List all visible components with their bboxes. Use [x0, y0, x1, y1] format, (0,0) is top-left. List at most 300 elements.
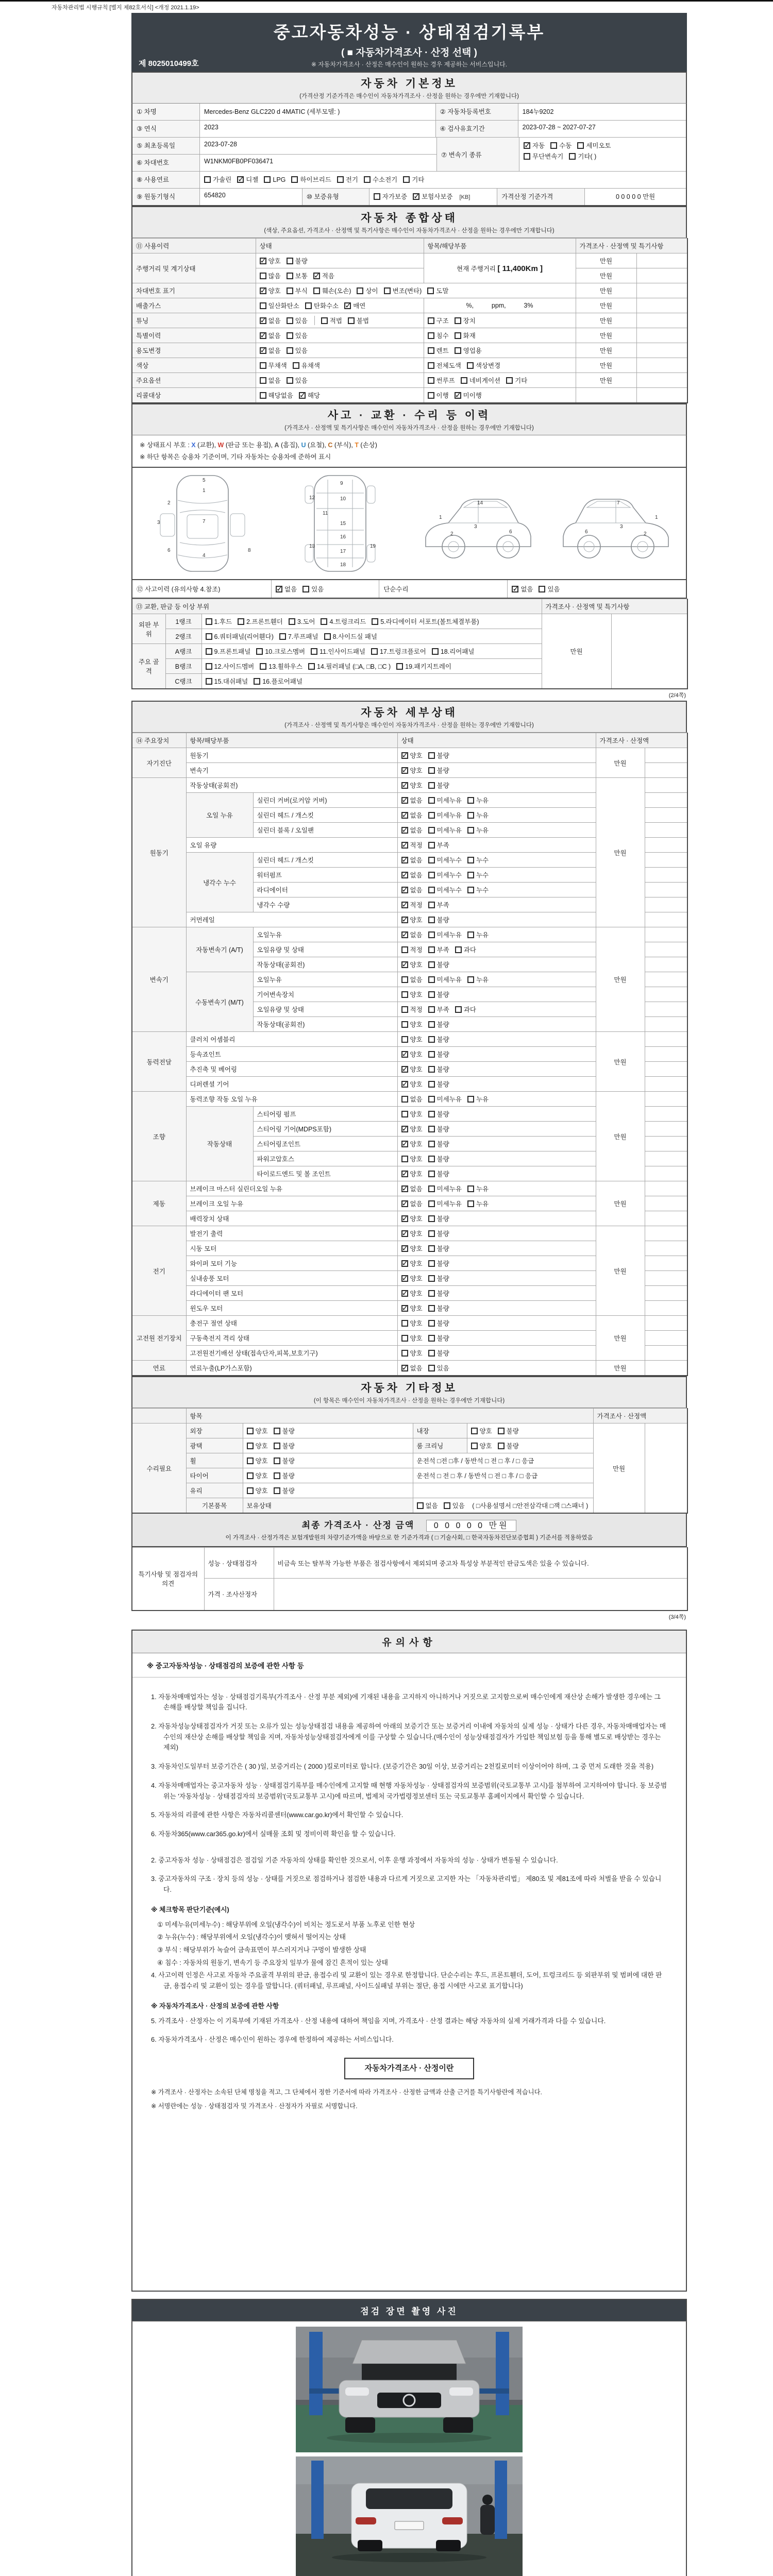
- option-2.프론트휀더[interactable]: [238, 617, 283, 626]
- checkbox-checked-icon[interactable]: [455, 392, 461, 399]
- option-무단변속기[interactable]: [524, 151, 563, 161]
- checkbox-unchecked-icon[interactable]: [247, 1428, 254, 1434]
- option-16.플로어패널[interactable]: [254, 676, 303, 686]
- checkbox-unchecked-icon[interactable]: [539, 586, 545, 592]
- option-없음[interactable]: [512, 584, 533, 594]
- checkbox-unchecked-icon[interactable]: [401, 991, 408, 998]
- checkbox-unchecked-icon[interactable]: [313, 287, 320, 294]
- checkbox-unchecked-icon[interactable]: [428, 812, 435, 819]
- option-양호[interactable]: [401, 1214, 423, 1223]
- option-불량[interactable]: [428, 781, 449, 790]
- option-상이[interactable]: [357, 286, 378, 295]
- option-있음[interactable]: [303, 584, 324, 594]
- option-영업용[interactable]: [455, 346, 482, 355]
- checkbox-checked-icon[interactable]: [401, 827, 408, 834]
- checkbox-unchecked-icon[interactable]: [206, 663, 212, 670]
- option-불량[interactable]: [274, 1486, 295, 1495]
- checkbox-unchecked-icon[interactable]: [428, 797, 435, 804]
- option-훼손(오손)[interactable]: [313, 286, 351, 295]
- option-양호[interactable]: [401, 1259, 423, 1268]
- checkbox-checked-icon[interactable]: [401, 842, 408, 849]
- option-불량[interactable]: [428, 1244, 449, 1253]
- checkbox-unchecked-icon[interactable]: [428, 1200, 435, 1207]
- option-있음[interactable]: [287, 376, 308, 385]
- option-없음[interactable]: [260, 346, 281, 355]
- checkbox-unchecked-icon[interactable]: [247, 1443, 254, 1449]
- option-양호[interactable]: [401, 915, 423, 924]
- option-7.루프패널[interactable]: [279, 632, 318, 641]
- option-침수[interactable]: [428, 331, 449, 340]
- checkbox-checked-icon[interactable]: [401, 1185, 408, 1192]
- checkbox-unchecked-icon[interactable]: [467, 976, 474, 983]
- option-양호[interactable]: [401, 1154, 423, 1163]
- checkbox-unchecked-icon[interactable]: [467, 931, 474, 938]
- checkbox-unchecked-icon[interactable]: [274, 1487, 280, 1494]
- checkbox-checked-icon[interactable]: [260, 332, 266, 339]
- checkbox-unchecked-icon[interactable]: [428, 1171, 435, 1177]
- option-양호[interactable]: [247, 1456, 268, 1465]
- option-18.리어패널[interactable]: [432, 647, 475, 656]
- option-누유[interactable]: [467, 1094, 489, 1104]
- checkbox-unchecked-icon[interactable]: [305, 302, 312, 309]
- checkbox-unchecked-icon[interactable]: [428, 1081, 435, 1088]
- option-썬루프[interactable]: [428, 376, 455, 385]
- option-있음[interactable]: [287, 316, 308, 325]
- checkbox-unchecked-icon[interactable]: [428, 1141, 435, 1147]
- option-적정[interactable]: [401, 840, 423, 850]
- option-미세누유[interactable]: [428, 1184, 462, 1193]
- checkbox-unchecked-icon[interactable]: [467, 1096, 474, 1103]
- option-있음[interactable]: [428, 1363, 449, 1372]
- option-미세누유[interactable]: [428, 1199, 462, 1208]
- checkbox-checked-icon[interactable]: [344, 302, 351, 309]
- option-부족[interactable]: [428, 840, 449, 850]
- option-없음[interactable]: [401, 1094, 423, 1104]
- option-불량[interactable]: [428, 1035, 449, 1044]
- option-미이행[interactable]: [455, 391, 482, 400]
- checkbox-unchecked-icon[interactable]: [444, 1502, 450, 1509]
- option-불량[interactable]: [274, 1456, 295, 1465]
- checkbox-checked-icon[interactable]: [401, 1066, 408, 1073]
- checkbox-unchecked-icon[interactable]: [401, 1156, 408, 1162]
- checkbox-checked-icon[interactable]: [401, 887, 408, 893]
- checkbox-unchecked-icon[interactable]: [428, 752, 435, 759]
- checkbox-unchecked-icon[interactable]: [577, 142, 584, 149]
- option-5.라디에이터 서포트(볼트체결부품)[interactable]: [372, 617, 479, 626]
- checkbox-unchecked-icon[interactable]: [260, 663, 266, 670]
- checkbox-unchecked-icon[interactable]: [428, 976, 435, 983]
- option-불량[interactable]: [428, 1318, 449, 1328]
- option-없음[interactable]: [260, 331, 281, 340]
- checkbox-checked-icon[interactable]: [401, 961, 408, 968]
- checkbox-unchecked-icon[interactable]: [396, 663, 403, 670]
- option-적정[interactable]: [401, 945, 423, 954]
- checkbox-unchecked-icon[interactable]: [401, 976, 408, 983]
- checkbox-unchecked-icon[interactable]: [467, 1185, 474, 1192]
- checkbox-unchecked-icon[interactable]: [254, 678, 260, 685]
- option-양호[interactable]: [401, 1333, 423, 1343]
- checkbox-unchecked-icon[interactable]: [428, 1051, 435, 1058]
- option-양호[interactable]: [401, 1035, 423, 1044]
- option-19.패키지트레이[interactable]: [396, 662, 451, 671]
- checkbox-unchecked-icon[interactable]: [428, 827, 435, 834]
- checkbox-unchecked-icon[interactable]: [428, 1096, 435, 1103]
- checkbox-unchecked-icon[interactable]: [428, 887, 435, 893]
- option-미세누유[interactable]: [428, 930, 462, 939]
- checkbox-checked-icon[interactable]: [401, 1051, 408, 1058]
- option-불량[interactable]: [428, 1289, 449, 1298]
- option-없음[interactable]: [401, 825, 423, 835]
- option-양호[interactable]: [401, 1274, 423, 1283]
- option-1.후드[interactable]: [206, 617, 232, 626]
- option-기타[interactable]: [403, 175, 424, 184]
- option-3.도어[interactable]: [289, 617, 315, 626]
- checkbox-checked-icon[interactable]: [524, 142, 530, 149]
- checkbox-unchecked-icon[interactable]: [311, 648, 317, 655]
- option-없음[interactable]: [417, 1501, 438, 1510]
- option-불량[interactable]: [498, 1426, 519, 1435]
- option-있음[interactable]: [539, 584, 560, 594]
- checkbox-unchecked-icon[interactable]: [428, 1066, 435, 1073]
- checkbox-unchecked-icon[interactable]: [321, 618, 327, 625]
- option-불량[interactable]: [428, 1274, 449, 1283]
- checkbox-unchecked-icon[interactable]: [274, 1472, 280, 1479]
- checkbox-unchecked-icon[interactable]: [428, 991, 435, 998]
- checkbox-unchecked-icon[interactable]: [428, 1335, 435, 1342]
- checkbox-unchecked-icon[interactable]: [455, 347, 461, 354]
- checkbox-checked-icon[interactable]: [401, 797, 408, 804]
- option-없음[interactable]: [260, 376, 281, 385]
- option-없음[interactable]: [401, 1184, 423, 1193]
- checkbox-unchecked-icon[interactable]: [357, 287, 363, 294]
- checkbox-checked-icon[interactable]: [401, 1260, 408, 1267]
- option-적정[interactable]: [401, 1005, 423, 1014]
- checkbox-checked-icon[interactable]: [401, 1215, 408, 1222]
- checkbox-unchecked-icon[interactable]: [247, 1487, 254, 1494]
- checkbox-unchecked-icon[interactable]: [289, 618, 295, 625]
- option-양호[interactable]: [247, 1471, 268, 1480]
- option-누유[interactable]: [467, 1199, 489, 1208]
- option-부족[interactable]: [428, 900, 449, 909]
- checkbox-unchecked-icon[interactable]: [428, 782, 435, 789]
- option-불량[interactable]: [428, 766, 449, 775]
- option-없음[interactable]: [401, 1363, 423, 1372]
- option-양호[interactable]: [401, 1289, 423, 1298]
- checkbox-unchecked-icon[interactable]: [303, 586, 309, 592]
- option-양호[interactable]: [401, 751, 423, 760]
- checkbox-checked-icon[interactable]: [401, 812, 408, 819]
- checkbox-unchecked-icon[interactable]: [401, 1111, 408, 1117]
- checkbox-unchecked-icon[interactable]: [455, 946, 462, 953]
- option-적정[interactable]: [401, 900, 423, 909]
- checkbox-unchecked-icon[interactable]: [401, 946, 408, 953]
- option-도말[interactable]: [427, 286, 448, 295]
- checkbox-unchecked-icon[interactable]: [471, 1428, 478, 1434]
- checkbox-checked-icon[interactable]: [401, 1200, 408, 1207]
- checkbox-unchecked-icon[interactable]: [260, 273, 266, 279]
- checkbox-unchecked-icon[interactable]: [428, 946, 435, 953]
- checkbox-unchecked-icon[interactable]: [324, 633, 331, 640]
- checkbox-checked-icon[interactable]: [401, 1245, 408, 1252]
- option-있음[interactable]: [287, 346, 308, 355]
- checkbox-unchecked-icon[interactable]: [206, 633, 212, 640]
- option-불량[interactable]: [428, 960, 449, 969]
- option-있음[interactable]: [287, 331, 308, 340]
- option-양호[interactable]: [471, 1441, 492, 1450]
- option-해당[interactable]: [299, 391, 320, 400]
- checkbox-unchecked-icon[interactable]: [428, 917, 435, 923]
- option-13.휠하우스[interactable]: [260, 662, 303, 671]
- checkbox-checked-icon[interactable]: [401, 931, 408, 938]
- checkbox-unchecked-icon[interactable]: [337, 176, 344, 183]
- checkbox-unchecked-icon[interactable]: [428, 857, 435, 863]
- checkbox-unchecked-icon[interactable]: [384, 287, 391, 294]
- option-14.필러패널 (□A, □B, □C )[interactable]: [308, 662, 391, 671]
- option-누유[interactable]: [467, 825, 489, 835]
- checkbox-unchecked-icon[interactable]: [401, 1006, 408, 1013]
- option-양호[interactable]: [401, 1348, 423, 1358]
- option-17.트렁크플로어[interactable]: [371, 647, 426, 656]
- option-불량[interactable]: [498, 1441, 519, 1450]
- checkbox-unchecked-icon[interactable]: [428, 1156, 435, 1162]
- checkbox-unchecked-icon[interactable]: [401, 1021, 408, 1028]
- option-불량[interactable]: [428, 1259, 449, 1268]
- option-부족[interactable]: [428, 1005, 449, 1014]
- option-세미오토[interactable]: [577, 141, 611, 150]
- option-전기[interactable]: [337, 175, 358, 184]
- checkbox-unchecked-icon[interactable]: [569, 153, 576, 160]
- option-누유[interactable]: [467, 975, 489, 984]
- option-불량[interactable]: [428, 1049, 449, 1059]
- option-양호[interactable]: [401, 1229, 423, 1238]
- checkbox-checked-icon[interactable]: [401, 1305, 408, 1312]
- checkbox-checked-icon[interactable]: [401, 782, 408, 789]
- option-양호[interactable]: [401, 1244, 423, 1253]
- checkbox-unchecked-icon[interactable]: [372, 618, 378, 625]
- checkbox-unchecked-icon[interactable]: [467, 827, 474, 834]
- option-양호[interactable]: [260, 256, 281, 265]
- checkbox-unchecked-icon[interactable]: [455, 1006, 462, 1013]
- option-양호[interactable]: [401, 1318, 423, 1328]
- option-없음[interactable]: [401, 1199, 423, 1208]
- option-양호[interactable]: [401, 1064, 423, 1074]
- option-불량[interactable]: [428, 1333, 449, 1343]
- option-양호[interactable]: [401, 1079, 423, 1089]
- option-자동[interactable]: [524, 141, 545, 150]
- checkbox-unchecked-icon[interactable]: [260, 377, 266, 384]
- checkbox-unchecked-icon[interactable]: [401, 1036, 408, 1043]
- option-8.사이드실 패널[interactable]: [324, 632, 377, 641]
- checkbox-unchecked-icon[interactable]: [264, 176, 271, 183]
- option-불량[interactable]: [274, 1441, 295, 1450]
- checkbox-checked-icon[interactable]: [260, 258, 266, 264]
- option-6.쿼터패널(리어휀다)[interactable]: [206, 632, 274, 641]
- option-양호[interactable]: [260, 286, 281, 295]
- checkbox-unchecked-icon[interactable]: [287, 287, 293, 294]
- checkbox-unchecked-icon[interactable]: [428, 392, 434, 399]
- option-누수[interactable]: [467, 870, 489, 879]
- checkbox-unchecked-icon[interactable]: [260, 392, 266, 399]
- checkbox-unchecked-icon[interactable]: [417, 1502, 424, 1509]
- checkbox-unchecked-icon[interactable]: [428, 1320, 435, 1327]
- checkbox-checked-icon[interactable]: [401, 1290, 408, 1297]
- option-구조[interactable]: [428, 316, 449, 325]
- option-불량[interactable]: [428, 1109, 449, 1118]
- option-렌트[interactable]: [428, 346, 449, 355]
- option-양호[interactable]: [471, 1426, 492, 1435]
- checkbox-unchecked-icon[interactable]: [204, 176, 211, 183]
- checkbox-checked-icon[interactable]: [401, 872, 408, 878]
- option-없음[interactable]: [401, 975, 423, 984]
- checkbox-checked-icon[interactable]: [401, 902, 408, 908]
- checkbox-unchecked-icon[interactable]: [428, 347, 434, 354]
- option-4.트렁크리드[interactable]: [321, 617, 366, 626]
- checkbox-checked-icon[interactable]: [413, 193, 419, 200]
- option-15.대쉬패널[interactable]: [206, 676, 248, 686]
- option-양호[interactable]: [401, 1049, 423, 1059]
- option-많음[interactable]: [260, 271, 281, 280]
- checkbox-unchecked-icon[interactable]: [428, 1036, 435, 1043]
- checkbox-checked-icon[interactable]: [401, 1126, 408, 1132]
- option-양호[interactable]: [401, 1109, 423, 1118]
- checkbox-unchecked-icon[interactable]: [206, 648, 212, 655]
- checkbox-checked-icon[interactable]: [401, 752, 408, 759]
- option-불량[interactable]: [287, 256, 308, 265]
- option-불량[interactable]: [428, 1214, 449, 1223]
- option-디젤[interactable]: [237, 175, 258, 184]
- option-기타[interactable]: [506, 376, 527, 385]
- option-불량[interactable]: [274, 1471, 295, 1480]
- checkbox-unchecked-icon[interactable]: [428, 902, 435, 908]
- option-양호[interactable]: [401, 1139, 423, 1148]
- option-양호[interactable]: [401, 960, 423, 969]
- option-보통[interactable]: [287, 271, 308, 280]
- option-없음[interactable]: [401, 930, 423, 939]
- checkbox-checked-icon[interactable]: [401, 1081, 408, 1088]
- checkbox-unchecked-icon[interactable]: [274, 1458, 280, 1464]
- checkbox-unchecked-icon[interactable]: [467, 857, 474, 863]
- option-기타( )[interactable]: [569, 151, 596, 161]
- option-있음[interactable]: [444, 1501, 465, 1510]
- checkbox-unchecked-icon[interactable]: [274, 1428, 280, 1434]
- checkbox-checked-icon[interactable]: [260, 347, 266, 354]
- checkbox-checked-icon[interactable]: [313, 273, 320, 279]
- option-불량[interactable]: [428, 1020, 449, 1029]
- checkbox-unchecked-icon[interactable]: [364, 176, 371, 183]
- option-양호[interactable]: [401, 1303, 423, 1313]
- checkbox-unchecked-icon[interactable]: [428, 1230, 435, 1237]
- checkbox-checked-icon[interactable]: [401, 1141, 408, 1147]
- option-양호[interactable]: [401, 990, 423, 999]
- checkbox-unchecked-icon[interactable]: [247, 1472, 254, 1479]
- option-불량[interactable]: [428, 1169, 449, 1178]
- checkbox-checked-icon[interactable]: [401, 1171, 408, 1177]
- checkbox-unchecked-icon[interactable]: [428, 1021, 435, 1028]
- option-불량[interactable]: [428, 1348, 449, 1358]
- checkbox-unchecked-icon[interactable]: [428, 1126, 435, 1132]
- option-미세누유[interactable]: [428, 795, 462, 805]
- option-불량[interactable]: [428, 1229, 449, 1238]
- checkbox-unchecked-icon[interactable]: [467, 812, 474, 819]
- option-적법[interactable]: [321, 316, 342, 325]
- option-양호[interactable]: [401, 1020, 423, 1029]
- checkbox-unchecked-icon[interactable]: [428, 961, 435, 968]
- checkbox-unchecked-icon[interactable]: [428, 377, 434, 384]
- checkbox-unchecked-icon[interactable]: [206, 678, 212, 685]
- option-미세누수[interactable]: [428, 855, 462, 865]
- option-양호[interactable]: [401, 781, 423, 790]
- checkbox-unchecked-icon[interactable]: [287, 332, 293, 339]
- checkbox-unchecked-icon[interactable]: [506, 377, 513, 384]
- checkbox-checked-icon[interactable]: [401, 1230, 408, 1237]
- option-불량[interactable]: [428, 1303, 449, 1313]
- checkbox-unchecked-icon[interactable]: [348, 317, 355, 324]
- option-색상변경[interactable]: [467, 361, 500, 370]
- option-누유[interactable]: [467, 1184, 489, 1193]
- checkbox-checked-icon[interactable]: [401, 917, 408, 923]
- checkbox-unchecked-icon[interactable]: [206, 618, 212, 625]
- option-없음[interactable]: [401, 885, 423, 894]
- checkbox-checked-icon[interactable]: [299, 392, 306, 399]
- checkbox-checked-icon[interactable]: [260, 317, 266, 324]
- option-불법[interactable]: [348, 316, 369, 325]
- checkbox-unchecked-icon[interactable]: [308, 663, 315, 670]
- option-양호[interactable]: [247, 1441, 268, 1450]
- checkbox-unchecked-icon[interactable]: [428, 1275, 435, 1282]
- option-불량[interactable]: [428, 915, 449, 924]
- checkbox-unchecked-icon[interactable]: [428, 1365, 435, 1371]
- option-없음[interactable]: [276, 584, 297, 594]
- option-없음[interactable]: [260, 316, 281, 325]
- checkbox-unchecked-icon[interactable]: [467, 362, 474, 369]
- option-불량[interactable]: [428, 1124, 449, 1133]
- option-없음[interactable]: [401, 810, 423, 820]
- checkbox-unchecked-icon[interactable]: [467, 797, 474, 804]
- checkbox-unchecked-icon[interactable]: [428, 1185, 435, 1192]
- option-가솔린[interactable]: [204, 175, 231, 184]
- option-미세누유[interactable]: [428, 1094, 462, 1104]
- checkbox-unchecked-icon[interactable]: [428, 931, 435, 938]
- checkbox-unchecked-icon[interactable]: [467, 887, 474, 893]
- option-양호[interactable]: [247, 1426, 268, 1435]
- option-불량[interactable]: [428, 1079, 449, 1089]
- checkbox-unchecked-icon[interactable]: [260, 302, 266, 309]
- checkbox-unchecked-icon[interactable]: [428, 872, 435, 878]
- checkbox-unchecked-icon[interactable]: [471, 1443, 478, 1449]
- checkbox-unchecked-icon[interactable]: [428, 1006, 435, 1013]
- checkbox-unchecked-icon[interactable]: [401, 1320, 408, 1327]
- checkbox-checked-icon[interactable]: [401, 1365, 408, 1371]
- option-누수[interactable]: [467, 855, 489, 865]
- checkbox-checked-icon[interactable]: [260, 287, 266, 294]
- option-부족[interactable]: [428, 945, 449, 954]
- option-미세누유[interactable]: [428, 975, 462, 984]
- checkbox-unchecked-icon[interactable]: [374, 193, 380, 200]
- checkbox-unchecked-icon[interactable]: [428, 1215, 435, 1222]
- checkbox-unchecked-icon[interactable]: [428, 1260, 435, 1267]
- option-미세누유[interactable]: [428, 825, 462, 835]
- checkbox-unchecked-icon[interactable]: [427, 287, 434, 294]
- checkbox-unchecked-icon[interactable]: [401, 1350, 408, 1357]
- option-하이브리드[interactable]: [291, 175, 331, 184]
- checkbox-checked-icon[interactable]: [237, 176, 244, 183]
- option-양호[interactable]: [401, 766, 423, 775]
- checkbox-unchecked-icon[interactable]: [371, 648, 378, 655]
- checkbox-unchecked-icon[interactable]: [428, 362, 434, 369]
- option-전체도색[interactable]: [428, 361, 461, 370]
- checkbox-unchecked-icon[interactable]: [256, 648, 263, 655]
- option-불량[interactable]: [428, 751, 449, 760]
